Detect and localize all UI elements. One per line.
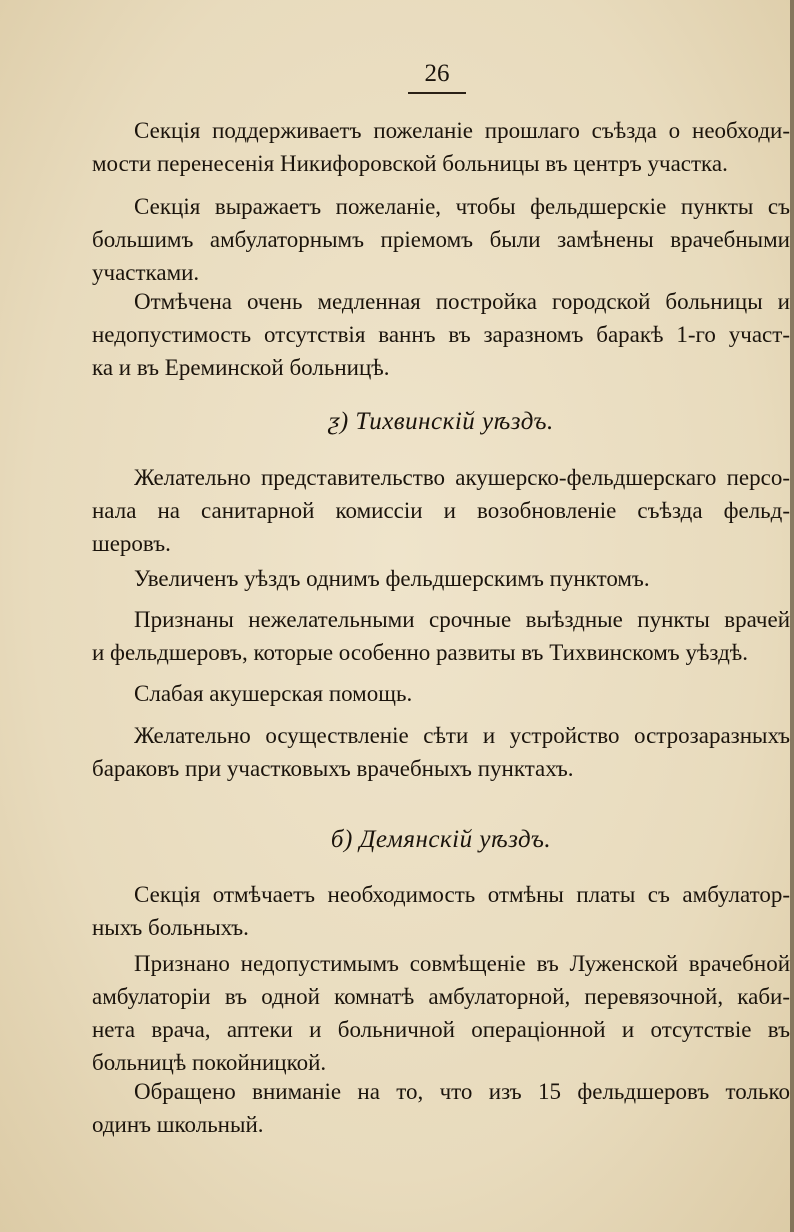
paragraph-line: шеровъ.: [92, 531, 171, 556]
paragraph: [92, 285, 790, 384]
paragraph-line: Желательно осуществленіе сѣти и устройство острозаразныхъ: [134, 723, 791, 748]
paragraph: [92, 461, 790, 560]
paragraph-line: Признано недопустимымъ совмѣщеніе въ Луженской врачебной: [134, 951, 790, 976]
paragraph: [92, 1075, 790, 1141]
paragraph-line: одинъ школьный.: [92, 1112, 264, 1137]
paragraph-line: ныхъ больныхъ.: [92, 915, 249, 940]
paragraph-line: Обращено вниманіе на то, что изъ 15 фельдшеровъ только: [134, 1079, 790, 1104]
paragraph: [92, 947, 790, 1079]
paragraph-line: Секція поддерживаетъ пожеланіе прошлаго съѣзда о необходи-: [134, 118, 790, 143]
paragraph-line: амбулаторіи въ одной комнатѣ амбулаторной, перевязочной, каби-: [92, 984, 790, 1009]
paragraph-line: Секція отмѣчаетъ необходимость отмѣны платы съ амбулатор-: [134, 882, 791, 907]
paragraph-line: мости перенесенія Никифоровской больницы въ центръ участка.: [92, 151, 728, 176]
paragraph-line: Желательно представительство акушерско-фельдшерскаго персо-: [134, 465, 790, 490]
paragraph-line: Увеличенъ уѣздъ однимъ фельдшерскимъ пунктомъ.: [134, 566, 650, 591]
paragraph: [92, 190, 790, 289]
paragraph: [92, 562, 790, 595]
paragraph: [92, 114, 790, 180]
section-heading: б) Демянскій уѣздъ.: [330, 826, 552, 853]
paragraph: [92, 677, 790, 710]
paragraph: [92, 603, 790, 669]
paragraph: [92, 878, 790, 944]
paragraph-line: ка и въ Ереминской больницѣ.: [92, 355, 390, 380]
paragraph-line: и фельдшеровъ, которые особенно развиты въ Тихвинскомъ уѣздѣ.: [92, 640, 749, 665]
paragraph-line: нета врача, аптеки и больничной операціонной и отсутствіе въ: [92, 1017, 790, 1042]
paragraph-line: участками.: [92, 260, 200, 285]
paragraph: [92, 719, 790, 785]
paragraph-line: нала на санитарной комиссіи и возобновленіе съѣзда фельд-: [92, 498, 791, 523]
paragraph-line: Отмѣчена очень медленная постройка городской больницы и: [134, 289, 790, 314]
paragraph-line: Секція выражаетъ пожеланіе, чтобы фельдшерскіе пункты съ: [134, 194, 790, 219]
page-edge-shadow: [790, 0, 794, 1232]
page-number: 26: [424, 60, 450, 87]
section-heading: ƺ) Тихвинскій уѣздъ.: [328, 408, 554, 435]
paragraph-line: большимъ амбулаторнымъ пріемомъ были замѣнены врачебными: [92, 227, 790, 252]
paragraph-line: Слабая акушерская помощь.: [134, 681, 413, 706]
paragraph-line: Признаны нежелательными срочные выѣздные пункты врачей: [134, 607, 791, 632]
page-number-underline: [408, 92, 466, 94]
paragraph-line: недопустимость отсутствія ваннъ въ заразномъ баракѣ 1-го участ-: [92, 322, 790, 347]
paragraph-line: бараковъ при участковыхъ врачебныхъ пунктахъ.: [92, 756, 574, 781]
paragraph-line: больницѣ покойницкой.: [92, 1050, 327, 1075]
